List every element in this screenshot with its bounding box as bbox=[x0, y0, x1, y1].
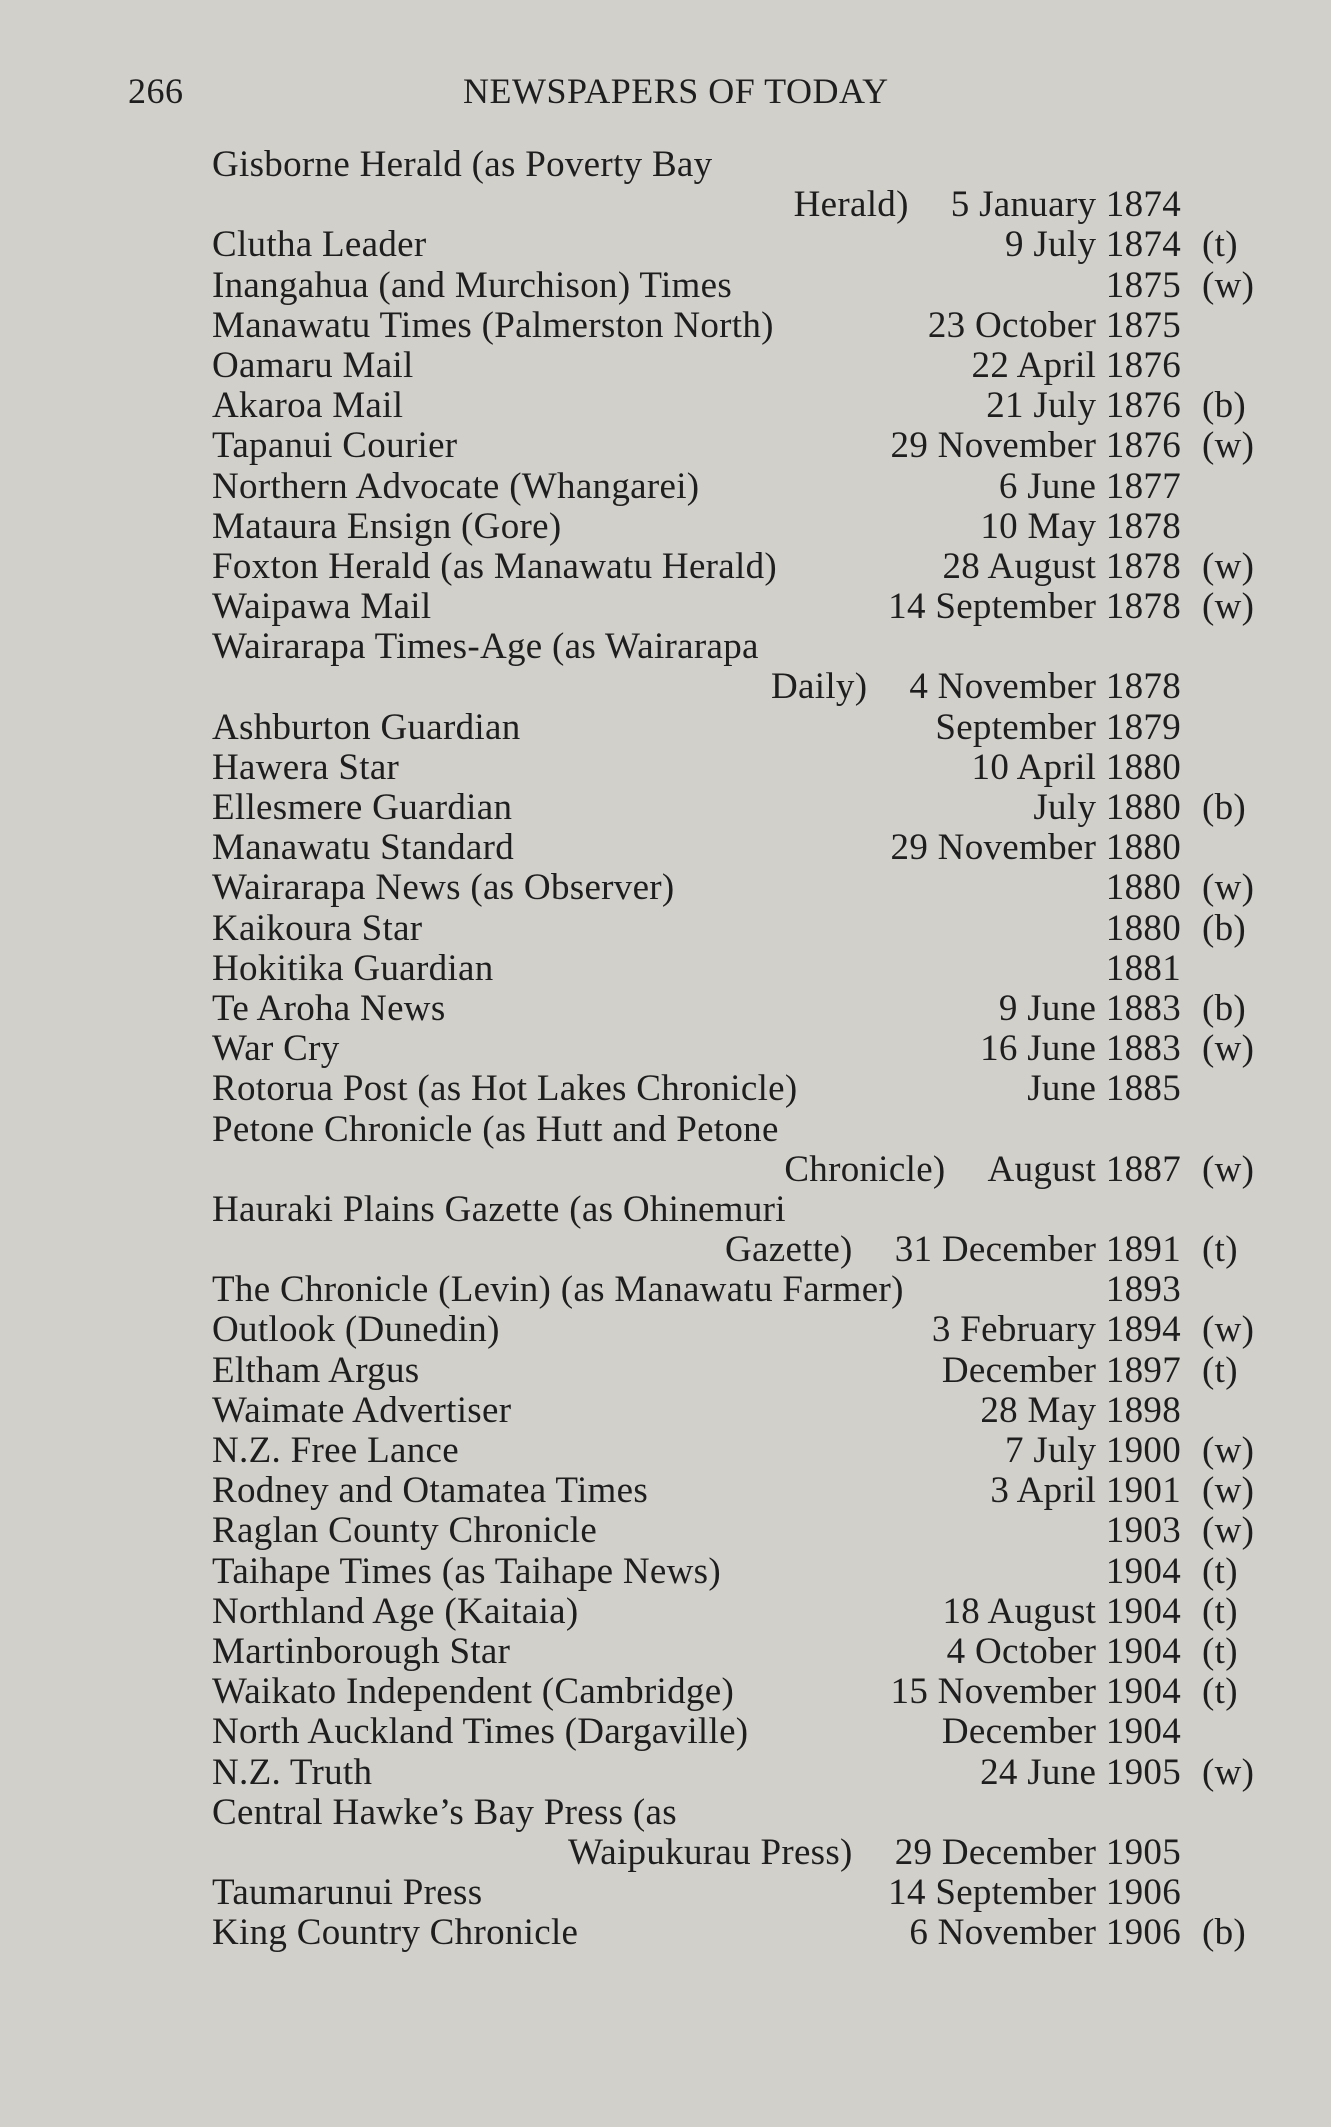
newspaper-name: The Chronicle (Levin) (as Manawatu Farmer) bbox=[212, 1269, 904, 1311]
founding-date: 10 May 1878 bbox=[980, 505, 1181, 547]
founding-date: 7 July 1900 bbox=[1005, 1430, 1181, 1471]
founding-date: 10 April 1880 bbox=[971, 746, 1181, 788]
founding-date: July 1880 bbox=[1033, 787, 1181, 828]
frequency-code: (t) bbox=[1202, 1229, 1238, 1271]
list-item bbox=[0, 1672, 1331, 1712]
founding-date: 15 November 1904 bbox=[890, 1671, 1181, 1713]
newspaper-name: Hokitika Guardian bbox=[212, 947, 494, 989]
founding-date: 14 September 1906 bbox=[888, 1872, 1181, 1914]
frequency-code: (w) bbox=[1202, 1430, 1255, 1471]
newspaper-name: N.Z. Free Lance bbox=[212, 1430, 459, 1471]
founding-date: 1904 bbox=[1105, 1550, 1181, 1592]
founding-date: June 1885 bbox=[1027, 1068, 1181, 1110]
newspaper-name-continuation: Gazette) bbox=[724, 1229, 853, 1271]
newspaper-name-continuation: Herald) bbox=[793, 184, 909, 226]
newspaper-name: Taihape Times (as Taihape News) bbox=[212, 1550, 721, 1592]
list-item bbox=[0, 426, 1331, 466]
newspaper-name: Foxton Herald (as Manawatu Herald) bbox=[212, 545, 778, 587]
newspaper-name: Wairarapa Times-Age (as Wairarapa bbox=[212, 626, 759, 668]
founding-date: 6 November 1906 bbox=[909, 1912, 1181, 1954]
list-item bbox=[0, 1913, 1331, 1953]
founding-date: 9 July 1874 bbox=[1005, 224, 1181, 266]
list-item bbox=[0, 225, 1331, 265]
list-item bbox=[0, 1391, 1331, 1431]
frequency-code: (t) bbox=[1202, 1349, 1238, 1391]
list-item bbox=[0, 1310, 1331, 1350]
list-item-continuation bbox=[0, 1150, 1331, 1190]
frequency-code: (w) bbox=[1202, 264, 1255, 306]
founding-date: 1893 bbox=[1105, 1269, 1181, 1311]
founding-date: 4 October 1904 bbox=[946, 1630, 1181, 1672]
list-item bbox=[0, 1552, 1331, 1592]
newspaper-name: Outlook (Dunedin) bbox=[212, 1309, 500, 1351]
founding-date: December 1904 bbox=[941, 1711, 1181, 1753]
newspaper-name: Rotorua Post (as Hot Lakes Chronicle) bbox=[212, 1068, 798, 1110]
founding-date: 9 June 1883 bbox=[998, 987, 1181, 1029]
newspaper-name: Kaikoura Star bbox=[212, 907, 423, 949]
founding-date: 1880 bbox=[1105, 907, 1181, 949]
list-item bbox=[0, 1431, 1331, 1471]
newspaper-name: Hauraki Plains Gazette (as Ohinemuri bbox=[212, 1188, 786, 1230]
founding-date: 4 November 1878 bbox=[909, 666, 1181, 708]
frequency-code: (b) bbox=[1202, 907, 1247, 949]
newspaper-list bbox=[0, 145, 1331, 1953]
newspaper-name: Martinborough Star bbox=[212, 1630, 511, 1672]
list-item bbox=[0, 346, 1331, 386]
list-item bbox=[0, 1753, 1331, 1793]
newspaper-name: Hawera Star bbox=[212, 746, 400, 788]
frequency-code: (w) bbox=[1202, 545, 1255, 587]
list-item bbox=[0, 1069, 1331, 1109]
list-item bbox=[0, 507, 1331, 547]
list-item bbox=[0, 708, 1331, 748]
list-item bbox=[0, 828, 1331, 868]
founding-date: August 1887 bbox=[987, 1148, 1181, 1190]
founding-date: 6 June 1877 bbox=[998, 465, 1181, 507]
list-item bbox=[0, 547, 1331, 587]
newspaper-name: Rodney and Otamatea Times bbox=[212, 1470, 649, 1512]
list-item-continuation bbox=[0, 1230, 1331, 1270]
newspaper-name: Eltham Argus bbox=[212, 1349, 420, 1391]
list-item bbox=[0, 788, 1331, 828]
newspaper-name: N.Z. Truth bbox=[212, 1751, 373, 1793]
list-item bbox=[0, 1270, 1331, 1310]
list-item bbox=[0, 949, 1331, 989]
list-item-continuation bbox=[0, 1833, 1331, 1873]
founding-date: December 1897 bbox=[941, 1349, 1181, 1391]
newspaper-name: Northern Advocate (Whangarei) bbox=[212, 465, 700, 507]
newspaper-name: Northland Age (Kaitaia) bbox=[212, 1590, 579, 1632]
founding-date: 3 February 1894 bbox=[931, 1309, 1181, 1351]
newspaper-name: Waimate Advertiser bbox=[212, 1389, 512, 1431]
founding-date: 29 November 1880 bbox=[890, 827, 1181, 869]
list-item bbox=[0, 1511, 1331, 1551]
founding-date: 23 October 1875 bbox=[927, 304, 1181, 346]
founding-date: September 1879 bbox=[935, 706, 1181, 748]
frequency-code: (b) bbox=[1202, 987, 1247, 1029]
list-item bbox=[0, 467, 1331, 507]
newspaper-name: Ellesmere Guardian bbox=[212, 787, 513, 828]
founding-date: 31 December 1891 bbox=[894, 1229, 1181, 1271]
newspaper-name: Clutha Leader bbox=[212, 224, 427, 266]
frequency-code: (w) bbox=[1202, 1148, 1255, 1190]
list-item bbox=[0, 1190, 1331, 1230]
newspaper-name: Raglan County Chronicle bbox=[212, 1510, 598, 1552]
newspaper-name: Tapanui Courier bbox=[212, 425, 458, 467]
newspaper-name: Oamaru Mail bbox=[212, 344, 414, 386]
newspaper-name: Ashburton Guardian bbox=[212, 706, 521, 748]
newspaper-name: King Country Chronicle bbox=[212, 1912, 579, 1954]
list-item bbox=[0, 386, 1331, 426]
founding-date: 29 December 1905 bbox=[894, 1831, 1181, 1873]
newspaper-name: Inangahua (and Murchison) Times bbox=[212, 264, 733, 306]
list-item bbox=[0, 306, 1331, 346]
frequency-code: (w) bbox=[1202, 1028, 1255, 1070]
newspaper-name: Manawatu Standard bbox=[212, 827, 515, 869]
founding-date: 1903 bbox=[1105, 1510, 1181, 1552]
list-item bbox=[0, 748, 1331, 788]
newspaper-name: Akaroa Mail bbox=[212, 385, 404, 427]
frequency-code: (w) bbox=[1202, 1510, 1255, 1552]
newspaper-name: Wairarapa News (as Observer) bbox=[212, 867, 675, 909]
founding-date: 21 July 1876 bbox=[986, 385, 1181, 427]
list-item bbox=[0, 1632, 1331, 1672]
newspaper-name: Central Hawke’s Bay Press (as bbox=[212, 1791, 677, 1833]
list-item bbox=[0, 1471, 1331, 1511]
list-item bbox=[0, 1351, 1331, 1391]
newspaper-name-continuation: Chronicle) bbox=[784, 1148, 946, 1190]
frequency-code: (w) bbox=[1202, 425, 1255, 467]
list-item bbox=[0, 1592, 1331, 1632]
frequency-code: (b) bbox=[1202, 385, 1247, 427]
frequency-code: (b) bbox=[1202, 1912, 1247, 1954]
frequency-code: (w) bbox=[1202, 1309, 1255, 1351]
list-item bbox=[0, 1029, 1331, 1069]
list-item bbox=[0, 1110, 1331, 1150]
frequency-code: (w) bbox=[1202, 1470, 1255, 1512]
newspaper-name-continuation: Waipukurau Press) bbox=[567, 1831, 853, 1873]
founding-date: 14 September 1878 bbox=[888, 586, 1181, 628]
newspaper-name: War Cry bbox=[212, 1028, 340, 1070]
newspaper-name: Te Aroha News bbox=[212, 987, 446, 1029]
list-item bbox=[0, 587, 1331, 627]
list-item bbox=[0, 1712, 1331, 1752]
frequency-code: (w) bbox=[1202, 867, 1255, 909]
newspaper-name: Manawatu Times (Palmerston North) bbox=[212, 304, 774, 346]
list-item-continuation bbox=[0, 667, 1331, 707]
list-item bbox=[0, 868, 1331, 908]
list-item bbox=[0, 1793, 1331, 1833]
frequency-code: (t) bbox=[1202, 1590, 1238, 1632]
newspaper-name: Taumarunui Press bbox=[212, 1872, 483, 1914]
founding-date: 16 June 1883 bbox=[980, 1028, 1181, 1070]
founding-date: 5 January 1874 bbox=[950, 184, 1181, 226]
page-number: 266 bbox=[128, 71, 184, 111]
list-item bbox=[0, 909, 1331, 949]
founding-date: 1880 bbox=[1105, 867, 1181, 909]
running-header bbox=[0, 70, 1331, 120]
list-item-continuation bbox=[0, 185, 1331, 225]
founding-date: 18 August 1904 bbox=[942, 1590, 1181, 1632]
newspaper-name: Gisborne Herald (as Poverty Bay bbox=[212, 144, 713, 185]
list-item bbox=[0, 145, 1331, 185]
newspaper-name: Mataura Ensign (Gore) bbox=[212, 505, 562, 547]
founding-date: 24 June 1905 bbox=[980, 1751, 1181, 1793]
list-item bbox=[0, 989, 1331, 1029]
frequency-code: (t) bbox=[1202, 224, 1238, 266]
newspaper-name-continuation: Daily) bbox=[771, 666, 868, 708]
founding-date: 28 August 1878 bbox=[942, 545, 1181, 587]
frequency-code: (b) bbox=[1202, 787, 1247, 828]
frequency-code: (w) bbox=[1202, 586, 1255, 628]
newspaper-name: Waikato Independent (Cambridge) bbox=[212, 1671, 735, 1713]
frequency-code: (w) bbox=[1202, 1751, 1255, 1793]
founding-date: 1881 bbox=[1105, 947, 1181, 989]
newspaper-name: Waipawa Mail bbox=[212, 586, 432, 628]
founding-date: 28 May 1898 bbox=[980, 1389, 1181, 1431]
frequency-code: (t) bbox=[1202, 1671, 1238, 1713]
list-item bbox=[0, 1873, 1331, 1913]
frequency-code: (t) bbox=[1202, 1630, 1238, 1672]
newspaper-name: Petone Chronicle (as Hutt and Petone bbox=[212, 1108, 779, 1150]
founding-date: 1875 bbox=[1105, 264, 1181, 306]
frequency-code: (t) bbox=[1202, 1550, 1238, 1592]
list-item bbox=[0, 266, 1331, 306]
newspaper-name: North Auckland Times (Dargaville) bbox=[212, 1711, 749, 1753]
page-title: NEWSPAPERS OF TODAY bbox=[463, 71, 889, 111]
founding-date: 29 November 1876 bbox=[890, 425, 1181, 467]
founding-date: 22 April 1876 bbox=[971, 344, 1181, 386]
list-item bbox=[0, 627, 1331, 667]
founding-date: 3 April 1901 bbox=[990, 1470, 1181, 1512]
